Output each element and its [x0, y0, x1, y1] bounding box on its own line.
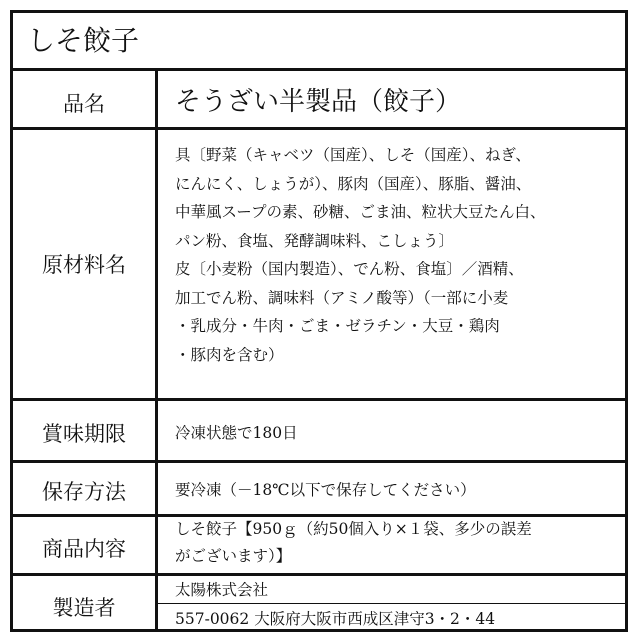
ingredients-value: [175, 141, 615, 369]
divider: [13, 573, 625, 576]
expiry-label: 賞味期限: [42, 422, 126, 446]
product-title: しそ餃子: [27, 24, 140, 57]
ingredients-line: 加工でん粉、調味料（アミノ酸等）（一部に小麦: [175, 288, 509, 307]
storage-label: 保存方法: [42, 480, 126, 504]
storage-value: 要冷凍（－18℃以下で保存してください）: [175, 481, 476, 499]
ingredients-line: パン粉、食塩、発酵調味料、こしょう〕: [175, 231, 455, 250]
contents-value: [175, 516, 615, 570]
ingredients-line: 中華風スープの素、砂糖、ごま油、粒状大豆たん白、: [175, 203, 546, 221]
ingredients-line: ・豚肉を含む）: [175, 345, 284, 364]
maker-company: 太陽株式会社: [175, 581, 269, 599]
maker-divider: [155, 603, 625, 604]
ingredients-line: ・乳成分・牛肉・ごま・ゼラチン・大豆・鶏肉: [175, 317, 500, 335]
name-label: 品名: [63, 92, 105, 116]
column-divider: [155, 71, 158, 629]
contents-line: がございます）】: [175, 547, 292, 565]
divider: [13, 127, 625, 130]
ingredients-label: 原材料名: [42, 253, 126, 277]
ingredients-line: 皮〔小麦粉（国内製造）、でん粉、食塩〕／酒精、: [175, 260, 524, 278]
contents-label: 商品内容: [42, 537, 126, 561]
maker-label: 製造者: [52, 596, 116, 620]
expiry-value: 冷凍状態で180日: [175, 424, 298, 442]
contents-line: しそ餃子【950ｇ（約50個入り×１袋、多少の誤差: [175, 520, 532, 538]
divider: [13, 460, 625, 463]
ingredients-line: 具〔野菜（キャベツ（国産）、しそ（国産）、ねぎ、: [175, 146, 531, 164]
maker-address: 557-0062 大阪府大阪市西成区津守3・2・44: [175, 610, 496, 628]
divider: [13, 398, 625, 401]
label-table: [10, 10, 628, 632]
divider: [13, 68, 625, 71]
ingredients-line: にんにく、しょうが）、豚肉（国産）、豚脂、醤油、: [175, 174, 532, 193]
name-value: そうざい半製品（餃子）: [175, 87, 462, 117]
